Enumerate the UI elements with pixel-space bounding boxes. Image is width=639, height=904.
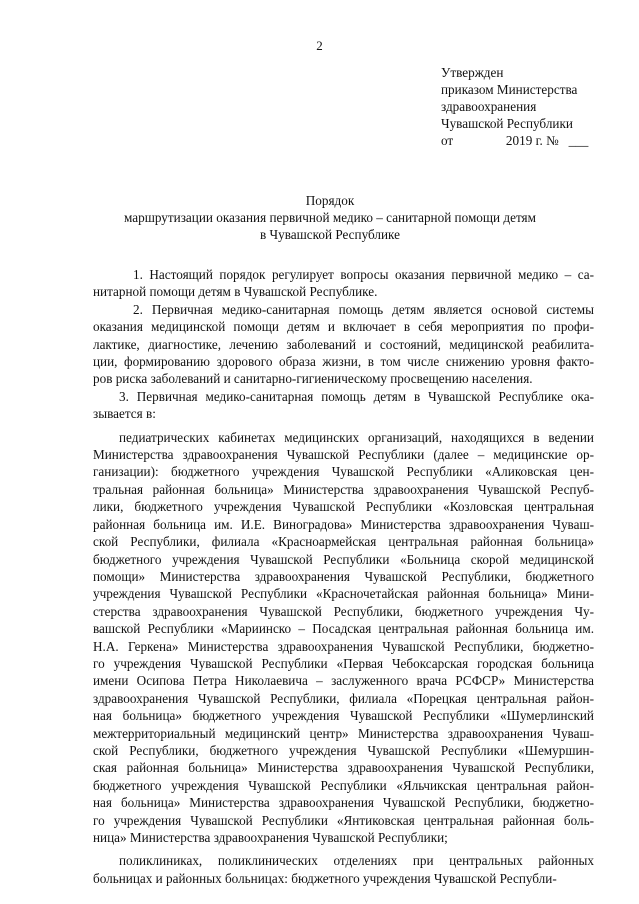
paragraph-line: поликлиниках, поликлинических отделениях при центральных районных — [119, 853, 594, 869]
paragraph — [93, 429, 594, 847]
document-title — [60, 192, 600, 243]
approval-line: приказом Министерства — [441, 82, 578, 97]
paragraph — [93, 852, 594, 887]
paragraph-line: вашской Республики «Мариинско – Посадская центральная районная больница им. — [93, 621, 594, 637]
paragraph-line: лики, бюджетного учреждения Чувашской Республики «Козловская центральная — [93, 499, 594, 515]
paragraph-line: лактике, диагностике, лечению заболеваний и состояний, медицинской реабилита- — [93, 336, 594, 352]
paragraph-line: здравоохранения Чувашской Республики, филиала «Порецкая центральная район- — [93, 690, 594, 706]
paragraph-line: ская районная больница» Министерства здравоохранения Чувашской Республики, — [93, 760, 594, 776]
paragraph-line: Министерства здравоохранения Чувашской Республики (далее – медицинские ор- — [93, 447, 594, 463]
paragraph-line: зывается в: — [93, 406, 156, 422]
paragraph-line: ров риска заболеваний и санитарно-гигиеническому просвещению населения. — [93, 371, 533, 387]
paragraph — [93, 388, 594, 423]
approval-line: Утвержден — [441, 65, 504, 80]
paragraph-line: районная больница им. И.Е. Виноградова» Министерства здравоохранения Чуваш- — [93, 516, 594, 532]
paragraph-line: го учреждения Чувашской Республики «Янтиковская центральная районная боль- — [93, 812, 594, 828]
paragraph-line: оказания медицинской помощи детям и включает в себя мероприятия по профи- — [93, 319, 594, 335]
paragraph-line: 2. Первичная медико-санитарная помощь детям является основой системы — [133, 301, 594, 317]
paragraph — [93, 266, 594, 301]
paragraph-line: 1. Настоящий порядок регулирует вопросы оказания первичной медико – са- — [133, 267, 594, 282]
title-line: Порядок — [305, 193, 355, 208]
paragraph-line: стерства здравоохранения Чувашской Республики, бюджетного учреждения Чу- — [93, 603, 594, 619]
approval-stamp — [441, 64, 631, 149]
paragraph-line: ганизации): бюджетного учреждения Чувашской Республики «Аликовская цен- — [93, 464, 594, 480]
paragraph-line: ная больница» бюджетного учреждения Чувашской Республики «Шумерлинский — [93, 708, 594, 724]
approval-line: от 2019 г. № ___ — [441, 133, 589, 148]
title-line: в Чувашской Республике — [260, 227, 400, 242]
paragraph-line: Н.А. Геркена» Министерства здравоохранения Чувашской Республики, бюджетно- — [93, 638, 594, 654]
document-body — [93, 266, 594, 887]
paragraph-line: ции, формированию здорового образа жизни, в том числе снижению уровня факто- — [93, 354, 594, 370]
approval-line: Чувашской Республики — [441, 116, 573, 131]
approval-line: здравоохранения — [441, 99, 537, 114]
paragraph-line: больницах и районных больницах: бюджетного учреждения Чувашской Республи- — [93, 870, 557, 886]
paragraph-line: го учреждения Чувашской Республики «Первая Чебоксарская городская больница — [93, 655, 594, 671]
paragraph — [93, 301, 594, 388]
paragraph-line: бюджетного учреждения Чувашской Республики «Больница скорой медицинской — [93, 551, 594, 567]
paragraph-line: тральная районная больница» Министерства здравоохранения Чувашской Респуб- — [93, 481, 594, 497]
paragraph-line: ской Республики, бюджетного учреждения Чувашской Республики «Шемуршин- — [93, 742, 594, 758]
page-number: 2 — [316, 38, 323, 53]
paragraph-line: ная больница» Министерства здравоохранения Чувашской Республики, бюджетно- — [93, 795, 594, 811]
paragraph-line: бюджетного учреждения Чувашской Республики «Яльчикская центральная район- — [93, 777, 594, 793]
paragraph-line: педиатрических кабинетах медицинских организаций, находящихся в ведении — [119, 429, 594, 445]
title-line: маршрутизации оказания первичной медико – санитарной помощи детям — [124, 210, 536, 225]
paragraph-line: 3. Первичная медико-санитарная помощь детям в Чувашской Республике ока- — [119, 388, 594, 404]
paragraph-line: ница» Министерства здравоохранения Чувашской Республики; — [93, 830, 448, 845]
paragraph-line: ской Республики, филиала «Красноармейская центральная районная больница» — [93, 534, 594, 550]
paragraph-line: имени Осипова Петра Николаевича – заслуженного врача РСФСР» Министерства — [93, 673, 594, 689]
paragraph-line: помощи» Министерства здравоохранения Чувашской Республики, бюджетного — [93, 568, 594, 584]
paragraph-line: учреждения Чувашской Республики «Красночетайская районная больница» Мини- — [93, 586, 594, 602]
paragraph-line: межтерриториальный медицинский центр» Министерства здравоохранения Чуваш- — [93, 725, 594, 741]
paragraph-line: нитарной помощи детям в Чувашской Республике. — [93, 284, 378, 300]
